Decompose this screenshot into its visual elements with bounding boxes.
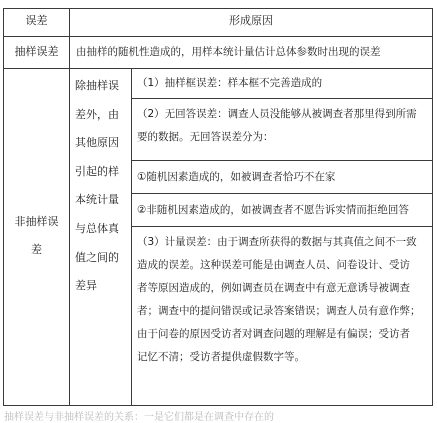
table-rule [3, 68, 433, 69]
table-rule [131, 160, 433, 161]
definition-line: 引起的样 [75, 164, 119, 178]
sampling-error-label: 抽样误差 [14, 45, 59, 58]
table-rule [131, 193, 433, 194]
table-border-right [432, 8, 433, 406]
table-col-divider [131, 68, 132, 406]
table-rule [131, 226, 433, 227]
table-border-top [3, 8, 433, 9]
text-line: 者等原因造成的，例如调查员在调查中有意无意诱导被调查 [137, 282, 410, 294]
text-line: 者；调查中的提问错误或记录答案错误；调查人员有意作弊； [137, 305, 421, 317]
nonsampling-definition [75, 72, 131, 301]
item-nonrandom-factor: ②非随机因素造成的，如被调查者不愿告诉实情而拒绝回答 [137, 204, 409, 216]
label-line: 差 [31, 243, 42, 256]
text-line: 要的数据。无回答误差分为： [137, 131, 274, 143]
table-col-divider [69, 8, 70, 406]
table-rule [131, 98, 433, 99]
definition-line: 差外，由 [75, 107, 119, 121]
item-measurement-error [137, 231, 421, 369]
text-line: （3）计量误差：由于调查所获得的数据与其真值之间不一致 [137, 236, 417, 248]
definition-line: 本统计量 [75, 193, 119, 207]
text-line: 记忆不清；受访者提供虚假数字等。 [137, 351, 305, 363]
nonsampling-error-label [4, 208, 69, 264]
text-line: 由于问卷的原因受访者对调查问题的理解是有偏误；受访者 [137, 328, 410, 340]
item-random-factor: ①随机因素造成的，如被调查者恰巧不在家 [137, 171, 336, 183]
table-border-bottom [3, 405, 433, 406]
item-frame-error: （1）抽样框误差：样本框不完善造成的 [137, 77, 323, 89]
sampling-error-cause: 由抽样的随机性造成的，用样本统计量估计总体参数时出现的误差 [76, 46, 381, 58]
table-border-left [3, 8, 4, 406]
header-error: 误差 [25, 14, 48, 27]
footer-fragment: 抽样误差与非抽样误差的关系：一是它们都是在调查中存在的 [4, 412, 274, 423]
definition-line: 其他原因 [75, 136, 119, 150]
definition-line: 差异 [75, 279, 97, 293]
label-line: 非抽样误 [14, 215, 59, 228]
item-nonresponse-error [137, 103, 417, 149]
definition-line: 除抽样误 [75, 79, 119, 92]
definition-line: 与总体真 [75, 221, 119, 235]
table-rule [3, 36, 433, 37]
text-line: 造成的误差。这种误差可能是由调查人员、问卷设计、受访 [137, 259, 410, 271]
definition-line: 值之间的 [75, 250, 119, 264]
header-cause: 形成原因 [229, 14, 273, 27]
text-line: （2）无回答误差：调查人员没能够从被调查者那里得到所需 [137, 108, 417, 120]
